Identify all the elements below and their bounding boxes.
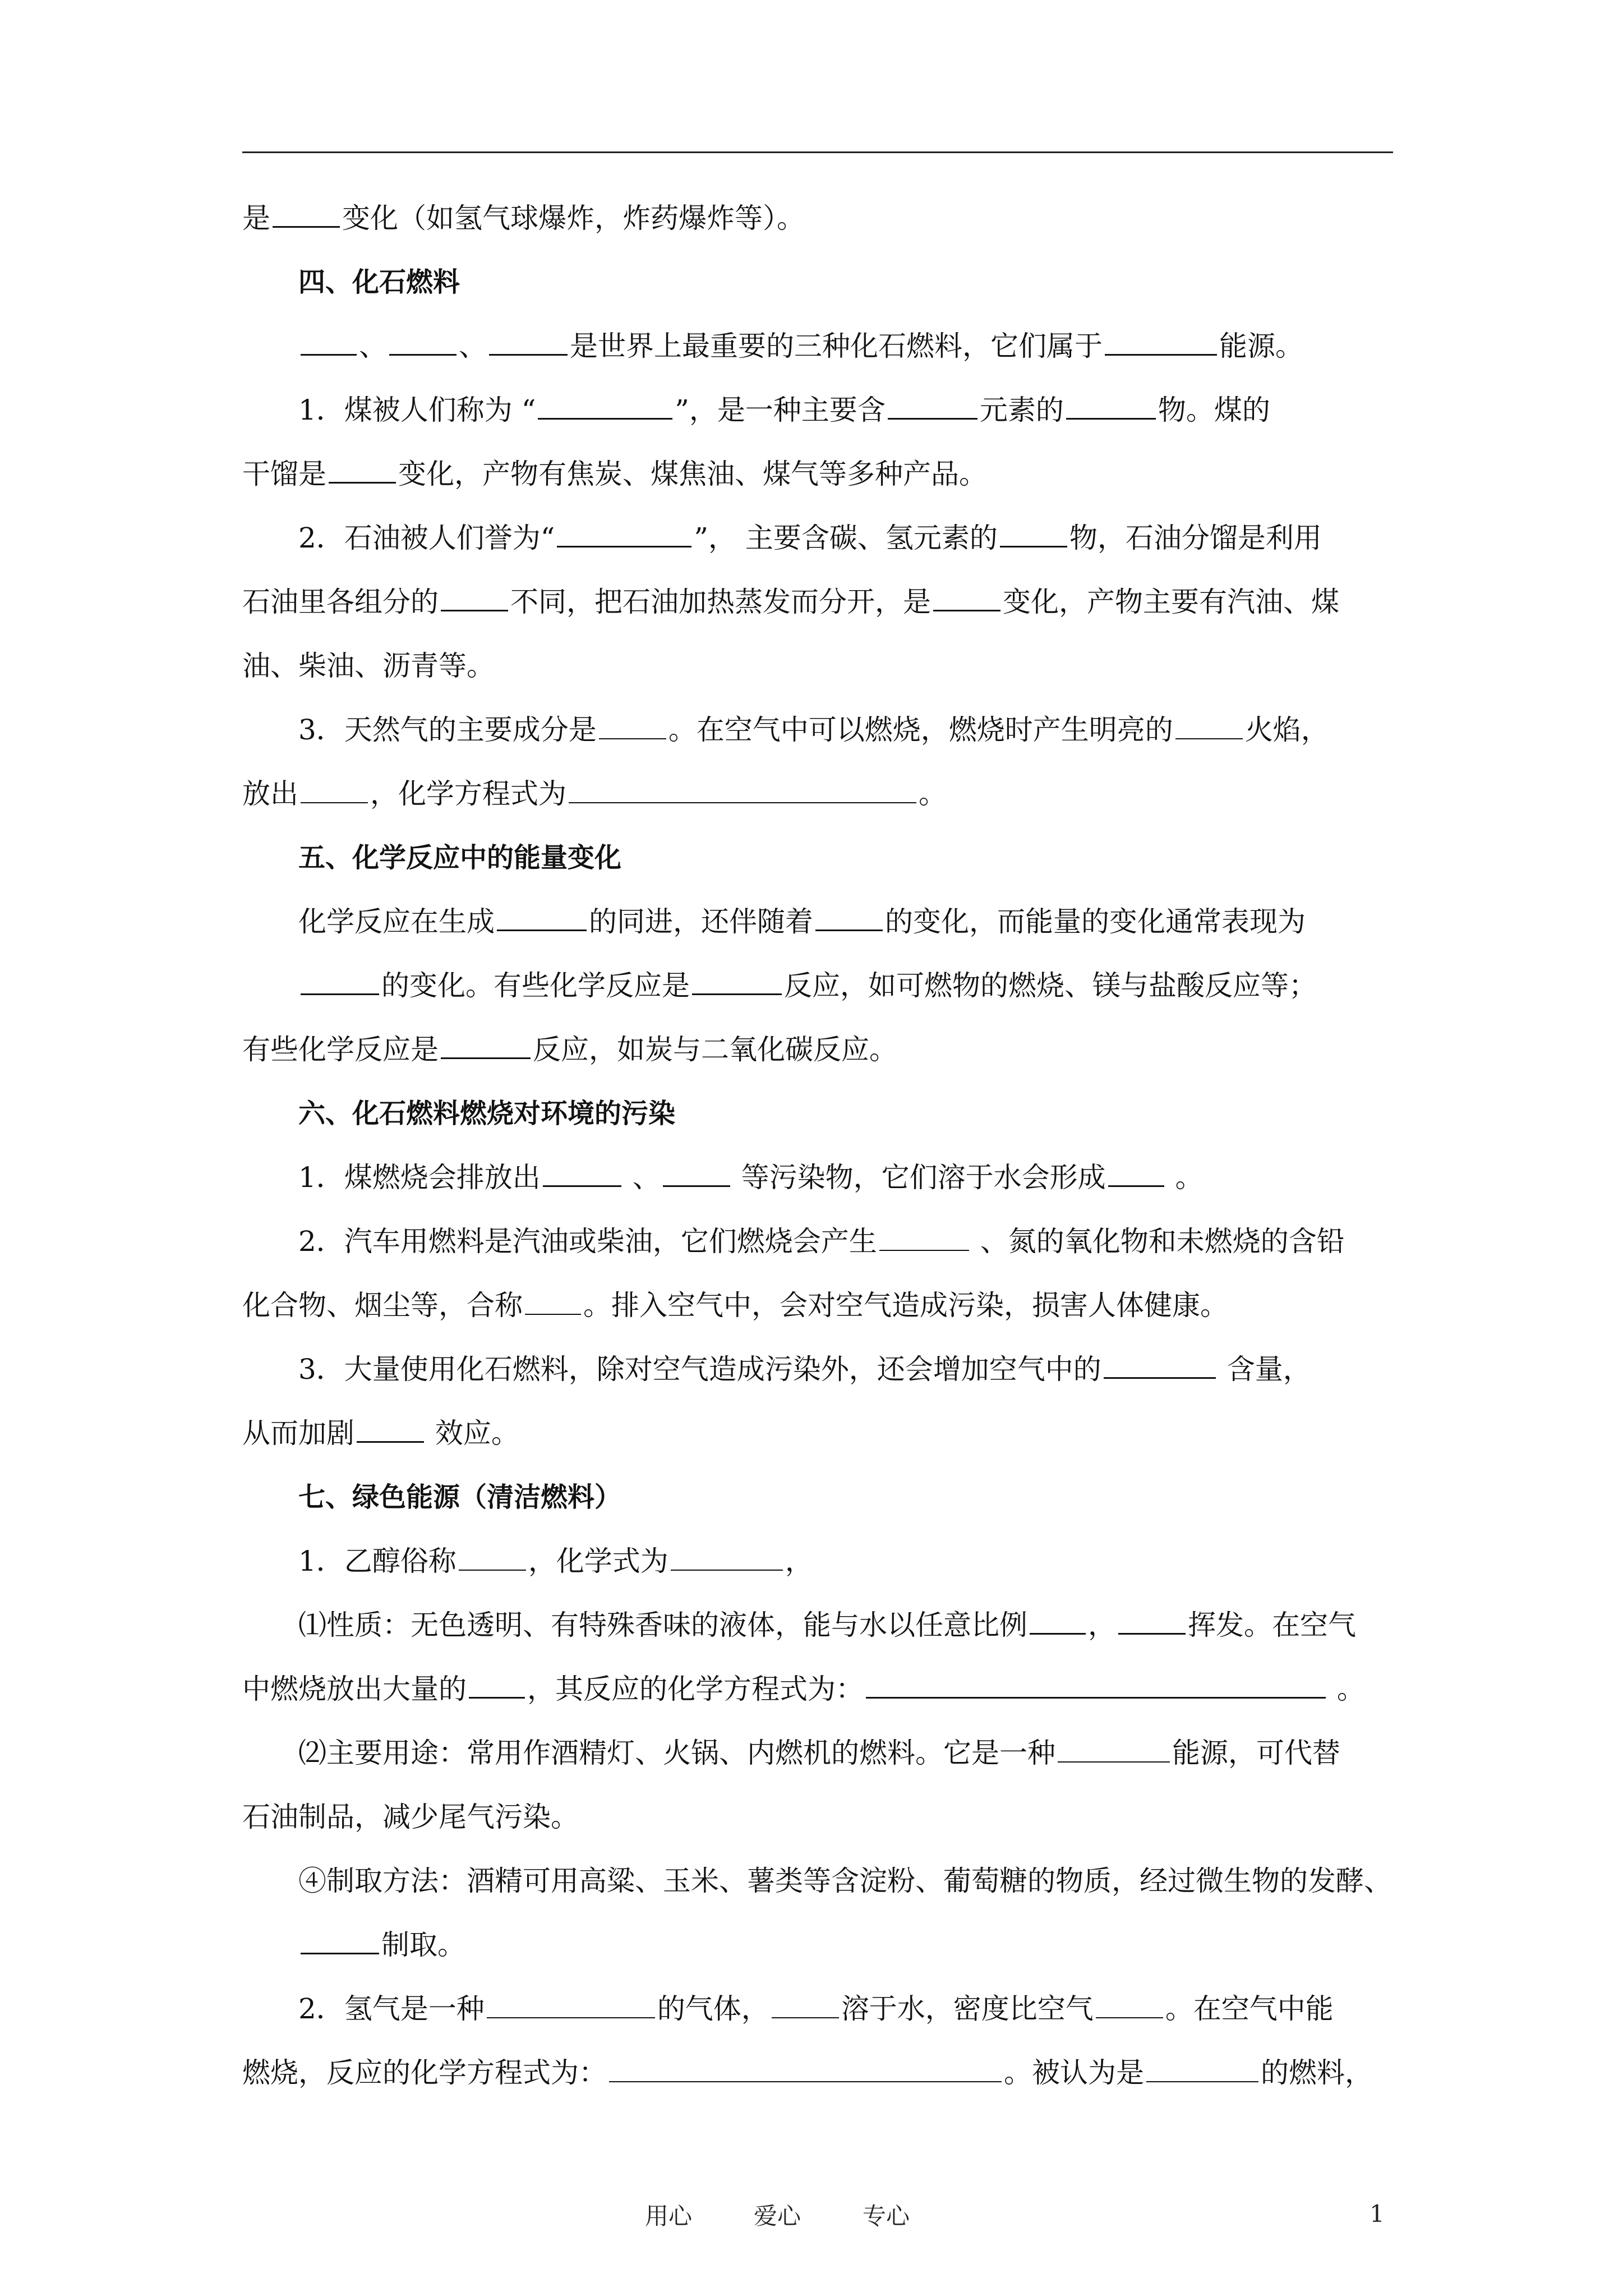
document-body (242, 202, 1402, 2120)
text-line: 3．天然气的主要成分是 。在空气中可以燃烧，燃烧时产生明亮的 火焰， (298, 714, 1329, 746)
footer-motto (645, 2198, 971, 2231)
text-line: 2．汽车用燃料是汽油或柴油，它们燃烧会产生 、氮的氧化物和未燃烧的含铅 (298, 1225, 1345, 1258)
text-line: 2．氢气是一种 的气体， 溶于水，密度比空气 。在空气中能 (298, 1993, 1334, 2025)
text-line: ⑴性质：无色透明、有特殊香味的液体，能与水以任意比例 ， 挥发。在空气 (298, 1609, 1356, 1641)
text-line: 1．乙醇俗称 ，化学式为 ， (298, 1545, 813, 1577)
text-line: 中燃烧放出大量的 ，其反应的化学方程式为： 。 (242, 1673, 1365, 1705)
text-line: 2．石油被人们誉为“ ”， 主要含碳、氢元素的 物，石油分馏是利用 (298, 522, 1322, 554)
section-heading: 六、化石燃料燃烧对环境的污染 (298, 1098, 676, 1129)
text-line: 从而加剧 效应。 (242, 1417, 519, 1450)
section-heading: 五、化学反应中的能量变化 (298, 842, 622, 873)
text-line: 、 、 是世界上最重要的三种化石燃料，它们属于 能源。 (242, 330, 1402, 362)
text-line: 3．大量使用化石燃料，除对空气造成污染外，还会增加空气中的 含量， (298, 1353, 1311, 1386)
text-line: 石油制品，减少尾气污染。 (242, 1801, 579, 1833)
section-heading: 四、化石燃料 (298, 266, 460, 298)
text-line: 有些化学反应是 反应，如炭与二氧化碳反应。 (242, 1033, 897, 1066)
text-line: 燃烧，反应的化学方程式为： 。被认为是 的燃料， (242, 2056, 1373, 2089)
text-line: ④制取方法：酒精可用高粱、玉米、薯类等含淀粉、葡萄糖的物质，经过微生物的发酵、 (298, 1865, 1392, 1897)
text-line: 1．煤燃烧会排放出 、 等污染物，它们溶于水会形成 。 (298, 1161, 1204, 1194)
page-number: 1 (1370, 2200, 1385, 2228)
footer-word: 专心 (863, 2202, 910, 2230)
text-line: 化合物、烟尘等，合称 。排入空气中，会对空气造成污染，损害人体健康。 (242, 1289, 1228, 1322)
text-line: 石油里各组分的 不同，把石油加热蒸发而分开，是 变化，产物主要有汽油、煤 (242, 586, 1339, 618)
section-heading: 七、绿色能源（清洁燃料） (298, 1481, 622, 1513)
text-line: 油、柴油、沥青等。 (242, 650, 495, 682)
text-line: 干馏是 变化，产物有焦炭、煤焦油、煤气等多种产品。 (242, 458, 987, 490)
text-line: ⑵主要用途：常用作酒精灯、火锅、内燃机的燃料。它是一种 能源，可代替 (298, 1737, 1340, 1769)
footer-word: 爱心 (754, 2202, 801, 2230)
text-line: 制取。 (242, 1929, 1402, 1961)
text-line: 化学反应在生成 的同进，还伴随着 的变化，而能量的变化通常表现为 (298, 905, 1306, 938)
text-line: 是 变化（如氢气球爆炸，炸药爆炸等）。 (242, 202, 805, 234)
footer-word: 用心 (645, 2202, 693, 2230)
text-line: 1．煤被人们称为 “ ”，是一种主要含 元素的 物。煤的 (298, 394, 1270, 426)
header-rule (242, 151, 1393, 153)
text-line: 的变化。有些化学反应是 反应，如可燃物的燃烧、镁与盐酸反应等； (242, 969, 1402, 1002)
text-line: 放出 ，化学方程式为 。 (242, 777, 947, 810)
